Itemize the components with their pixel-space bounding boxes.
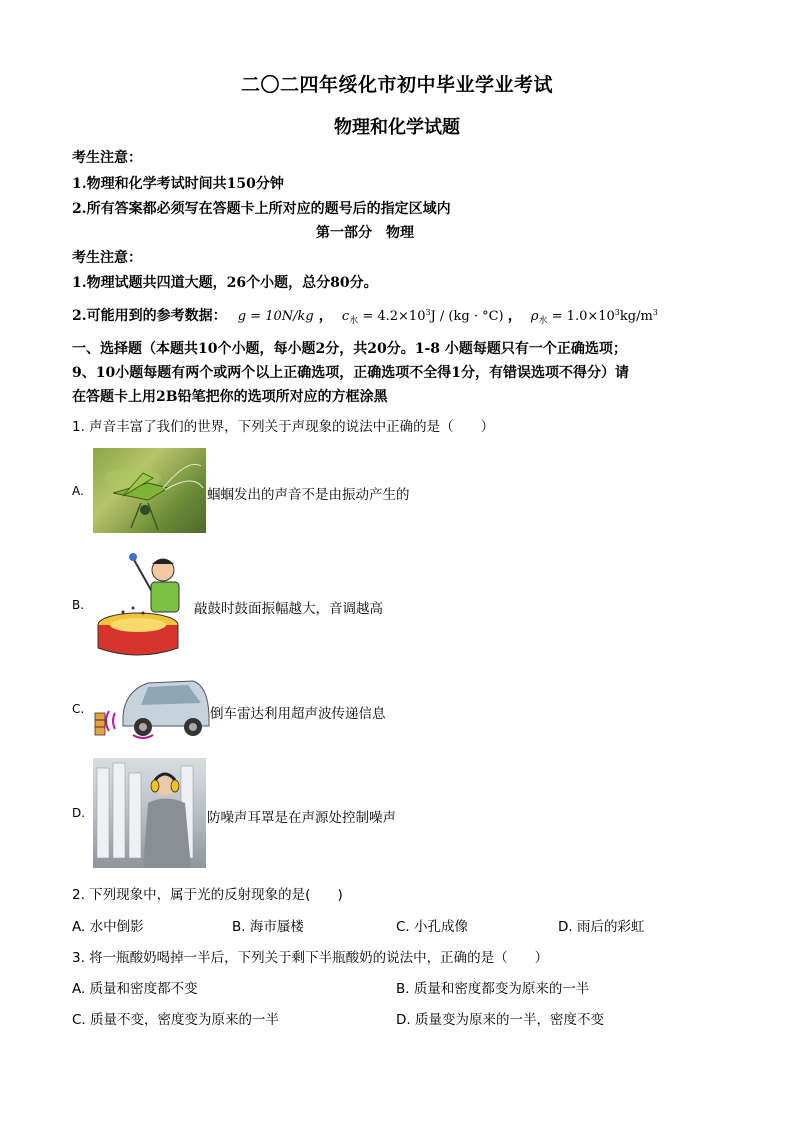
- option-text: 防噪声耳罩是在声源处控制噪声: [207, 810, 396, 826]
- notice-item: 1.物理和化学考试时间共150分钟: [72, 176, 284, 192]
- option-text: 倒车雷达利用超声波传递信息: [210, 706, 386, 722]
- option-label: D.: [72, 806, 86, 820]
- q3-option-c: C. 质量不变，密度变为原来的一半: [72, 1012, 280, 1028]
- section-instructions-line: 一、选择题（本题共10个小题，每小题2分，共20分。1-8 小题每题只有一个正确选项；: [72, 341, 627, 357]
- formula-c-water: $c_水 = 4.2\times 10^3J / (kg \cdot ^\circ C)$: [341, 308, 504, 326]
- question-1-stem: 1. 声音丰富了我们的世界，下列关于声现象的说法中正确的是（ ）: [72, 419, 495, 435]
- q3-option-a: A. 质量和密度都不变: [72, 981, 198, 997]
- exam-subtitle: 物理和化学试题: [334, 117, 460, 138]
- notice2-heading: 考生注意：: [72, 250, 142, 266]
- q2-option-d: D. 雨后的彩虹: [558, 919, 645, 935]
- car-radar-illustration: [93, 671, 211, 745]
- earmuff-icon: [93, 758, 206, 868]
- reference-data-line: 2.可能用到的参考数据： g = 10N/kg ， $c_水 = 4.2\times 10^3J / (kg \cdot ^\circ C)$ ， $\rho_水 = 1.0\times 10^3kg/m^3$: [72, 308, 658, 326]
- earmuff-worker-photo: [93, 758, 206, 868]
- formula-g: g = 10N/kg: [237, 309, 314, 324]
- grasshopper-photo: [93, 448, 206, 533]
- notice-item: 2.所有答案都必须写在答题卡上所对应的题号后的指定区域内: [72, 201, 451, 217]
- drum-icon: [93, 550, 193, 662]
- q2-option-a: A. 水中倒影: [72, 919, 144, 935]
- option-text: 敲鼓时鼓面振幅越大，音调越高: [194, 601, 383, 617]
- q2-option-b: B. 海市蜃楼: [232, 919, 304, 935]
- section-instructions-line: 在答题卡上用2B铅笔把你的选项所对应的方框涂黑: [72, 389, 388, 405]
- boy-drum-illustration: [93, 550, 193, 662]
- question-3-stem: 3. 将一瓶酸奶喝掉一半后，下列关于剩下半瓶酸奶的说法中，正确的是（ ）: [72, 950, 549, 966]
- q3-option-d: D. 质量变为原来的一半，密度不变: [396, 1012, 604, 1028]
- car-icon: [93, 671, 211, 745]
- reference-data-label: 2.可能用到的参考数据：: [72, 308, 227, 324]
- exam-title: 二〇二四年绥化市初中毕业学业考试: [240, 74, 553, 96]
- option-label: A.: [72, 484, 84, 498]
- formula-rho-water: $\rho_水 = 1.0\times 10^3kg/m^3$: [530, 308, 658, 326]
- notice2-item: 1.物理试题共四道大题，26个小题，总分80分。: [72, 275, 378, 291]
- option-text: 蝈蝈发出的声音不是由振动产生的: [207, 487, 410, 503]
- notice-heading: 考生注意：: [72, 150, 142, 166]
- option-label: B.: [72, 598, 85, 612]
- part-title: 第一部分 物理: [316, 225, 414, 241]
- grasshopper-icon: [93, 448, 206, 533]
- q2-option-c: C. 小孔成像: [396, 919, 469, 935]
- q3-option-b: B. 质量和密度都变为原来的一半: [396, 981, 590, 997]
- section-instructions-line: 9、10小题每题有两个或两个以上正确选项，正确选项不全得1分，有错误选项不得分）请: [72, 365, 629, 381]
- question-2-stem: 2. 下列现象中，属于光的反射现象的是( ): [72, 887, 343, 903]
- option-label: C.: [72, 702, 85, 716]
